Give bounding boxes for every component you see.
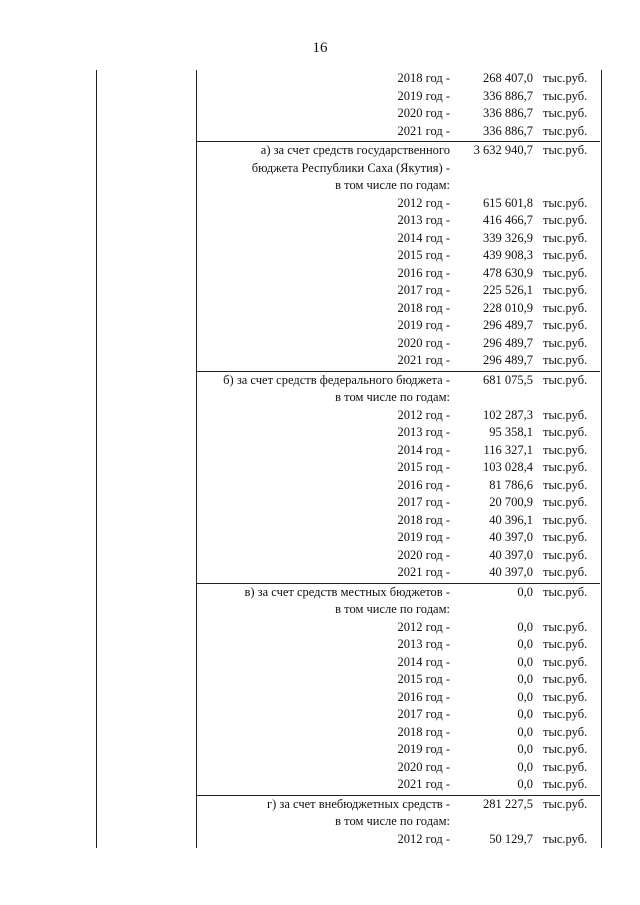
year-value: 116 327,1 xyxy=(483,442,533,457)
unit-label: тыс.руб. xyxy=(543,425,588,439)
unit-label: тыс.руб. xyxy=(543,442,588,457)
year-label: 2015 год - xyxy=(397,248,450,262)
section-total: 0,0 xyxy=(517,584,533,599)
section-title-row xyxy=(196,142,600,160)
year-label: 2021 год - xyxy=(397,123,450,138)
year-label: 2015 год - xyxy=(397,460,450,474)
year-row xyxy=(196,424,600,442)
section-title: в) за счет средств местных бюджетов - xyxy=(244,584,450,599)
year-label: 2012 год - xyxy=(397,831,450,846)
year-row xyxy=(196,654,600,672)
year-row xyxy=(196,494,600,512)
year-label: 2013 год - xyxy=(397,425,450,439)
year-label: 2013 год - xyxy=(397,213,450,227)
year-label: 2019 год - xyxy=(397,530,450,544)
year-value: 0,0 xyxy=(517,637,533,651)
subtitle-row xyxy=(196,177,600,195)
year-label: 2020 год - xyxy=(397,759,450,774)
unit-label: тыс.руб. xyxy=(543,672,588,686)
year-label: 2018 год - xyxy=(397,512,450,527)
year-row xyxy=(196,317,600,335)
year-row xyxy=(196,689,600,707)
year-label: 2018 год - xyxy=(397,300,450,315)
year-row xyxy=(196,759,600,777)
year-row xyxy=(196,247,600,265)
year-row xyxy=(196,442,600,460)
by-year-label: в том числе по годам: xyxy=(335,390,450,404)
year-row xyxy=(196,352,600,370)
year-value: 95 358,1 xyxy=(489,425,533,439)
year-value: 40 397,0 xyxy=(489,547,533,562)
year-row xyxy=(196,300,600,318)
year-value: 0,0 xyxy=(517,707,533,721)
year-value: 296 489,7 xyxy=(483,318,533,332)
year-label: 2021 год - xyxy=(397,353,450,367)
section-title: г) за счет внебюджетных средств - xyxy=(267,796,450,811)
subtitle-row xyxy=(196,389,600,407)
year-label: 2014 год - xyxy=(397,654,450,669)
unit-label: тыс.руб. xyxy=(543,707,588,721)
year-value: 439 908,3 xyxy=(483,248,533,262)
unit-label: тыс.руб. xyxy=(543,565,588,579)
year-label: 2012 год - xyxy=(397,407,450,422)
unit-label: тыс.руб. xyxy=(543,71,588,85)
year-row xyxy=(196,212,600,230)
year-label: 2014 год - xyxy=(397,442,450,457)
unit-label: тыс.руб. xyxy=(543,619,588,634)
year-row xyxy=(196,724,600,742)
year-row xyxy=(196,512,600,530)
by-year-label: в том числе по годам: xyxy=(335,178,450,192)
year-row xyxy=(196,335,600,353)
subtitle-row xyxy=(196,813,600,831)
year-value: 225 526,1 xyxy=(483,283,533,297)
unit-label: тыс.руб. xyxy=(543,143,588,157)
year-row xyxy=(196,671,600,689)
section-title: а) за счет средств государственного xyxy=(260,143,450,157)
unit-label: тыс.руб. xyxy=(543,584,588,599)
unit-label: тыс.руб. xyxy=(543,335,588,350)
section-title-row xyxy=(196,372,600,390)
section-title-row xyxy=(196,796,600,814)
unit-label: тыс.руб. xyxy=(543,265,588,280)
year-label: 2017 год - xyxy=(397,707,450,721)
year-row xyxy=(196,529,600,547)
year-label: 2018 год - xyxy=(397,71,450,85)
unit-label: тыс.руб. xyxy=(543,654,588,669)
year-value: 40 396,1 xyxy=(489,512,533,527)
year-row xyxy=(196,105,600,123)
year-label: 2019 год - xyxy=(397,318,450,332)
year-value: 0,0 xyxy=(517,654,533,669)
year-row xyxy=(196,831,600,849)
year-label: 2019 год - xyxy=(397,742,450,756)
year-value: 615 601,8 xyxy=(483,195,533,210)
unit-label: тыс.руб. xyxy=(543,195,588,210)
unit-label: тыс.руб. xyxy=(543,796,588,811)
unit-label: тыс.руб. xyxy=(543,689,588,704)
unit-label: тыс.руб. xyxy=(543,477,588,492)
year-row xyxy=(196,123,600,141)
year-row xyxy=(196,477,600,495)
year-row xyxy=(196,706,600,724)
year-value: 339 326,9 xyxy=(483,230,533,245)
year-label: 2019 год - xyxy=(397,88,450,103)
unit-label: тыс.руб. xyxy=(543,407,588,422)
section-title: бюджета Республики Саха (Якутия) - xyxy=(251,160,450,175)
year-row xyxy=(196,459,600,477)
year-value: 50 129,7 xyxy=(489,831,533,846)
year-value: 40 397,0 xyxy=(489,530,533,544)
unit-label: тыс.руб. xyxy=(543,512,588,527)
year-label: 2020 год - xyxy=(397,547,450,562)
section-total: 281 227,5 xyxy=(483,796,533,811)
subtitle-row xyxy=(196,601,600,619)
year-label: 2013 год - xyxy=(397,637,450,651)
unit-label: тыс.руб. xyxy=(543,495,588,509)
year-value: 478 630,9 xyxy=(483,265,533,280)
year-row xyxy=(196,547,600,565)
year-value: 103 028,4 xyxy=(483,460,533,474)
year-row xyxy=(196,88,600,106)
year-value: 296 489,7 xyxy=(483,335,533,350)
year-row xyxy=(196,70,600,88)
year-row xyxy=(196,636,600,654)
year-value: 336 886,7 xyxy=(483,88,533,103)
unit-label: тыс.руб. xyxy=(543,318,588,332)
year-label: 2012 год - xyxy=(397,619,450,634)
unit-label: тыс.руб. xyxy=(543,777,588,791)
year-label: 2015 год - xyxy=(397,672,450,686)
unit-label: тыс.руб. xyxy=(543,831,588,846)
year-value: 0,0 xyxy=(517,672,533,686)
year-value: 336 886,7 xyxy=(483,123,533,138)
by-year-label: в том числе по годам: xyxy=(335,814,450,828)
section-title-row xyxy=(196,160,600,178)
unit-label: тыс.руб. xyxy=(543,759,588,774)
year-label: 2020 год - xyxy=(397,335,450,350)
year-label: 2020 год - xyxy=(397,106,450,120)
year-value: 0,0 xyxy=(517,619,533,634)
year-value: 102 287,3 xyxy=(483,407,533,422)
unit-label: тыс.руб. xyxy=(543,213,588,227)
unit-label: тыс.руб. xyxy=(543,724,588,739)
year-label: 2018 год - xyxy=(397,724,450,739)
year-value: 228 010,9 xyxy=(483,300,533,315)
year-value: 268 407,0 xyxy=(483,71,533,85)
year-value: 20 700,9 xyxy=(489,495,533,509)
unit-label: тыс.руб. xyxy=(543,547,588,562)
year-value: 336 886,7 xyxy=(483,106,533,120)
year-label: 2016 год - xyxy=(397,477,450,492)
unit-label: тыс.руб. xyxy=(543,637,588,651)
year-row xyxy=(196,265,600,283)
year-label: 2012 год - xyxy=(397,195,450,210)
year-value: 416 466,7 xyxy=(483,213,533,227)
unit-label: тыс.руб. xyxy=(543,353,588,367)
year-row xyxy=(196,619,600,637)
year-value: 296 489,7 xyxy=(483,353,533,367)
unit-label: тыс.руб. xyxy=(543,123,588,138)
by-year-label: в том числе по годам: xyxy=(335,602,450,616)
year-value: 81 786,6 xyxy=(489,477,533,492)
year-value: 0,0 xyxy=(517,777,533,791)
year-label: 2017 год - xyxy=(397,283,450,297)
year-row xyxy=(196,282,600,300)
unit-label: тыс.руб. xyxy=(543,283,588,297)
year-row xyxy=(196,741,600,759)
year-label: 2021 год - xyxy=(397,565,450,579)
year-label: 2014 год - xyxy=(397,230,450,245)
year-value: 0,0 xyxy=(517,742,533,756)
unit-label: тыс.руб. xyxy=(543,530,588,544)
year-row xyxy=(196,195,600,213)
unit-label: тыс.руб. xyxy=(543,742,588,756)
unit-label: тыс.руб. xyxy=(543,372,588,387)
year-label: 2021 год - xyxy=(397,777,450,791)
year-row xyxy=(196,230,600,248)
year-value: 0,0 xyxy=(517,689,533,704)
unit-label: тыс.руб. xyxy=(543,300,588,315)
section-total: 3 632 940,7 xyxy=(473,143,533,157)
year-row xyxy=(196,407,600,425)
unit-label: тыс.руб. xyxy=(543,88,588,103)
year-value: 0,0 xyxy=(517,724,533,739)
section-title-row xyxy=(196,584,600,602)
year-label: 2016 год - xyxy=(397,265,450,280)
year-label: 2017 год - xyxy=(397,495,450,509)
page-number: 16 xyxy=(312,40,328,56)
unit-label: тыс.руб. xyxy=(543,106,588,120)
year-label: 2016 год - xyxy=(397,689,450,704)
year-value: 0,0 xyxy=(517,759,533,774)
year-row xyxy=(196,564,600,582)
unit-label: тыс.руб. xyxy=(543,248,588,262)
year-row xyxy=(196,776,600,794)
unit-label: тыс.руб. xyxy=(543,460,588,474)
section-title: б) за счет средств федерального бюджета - xyxy=(223,372,450,387)
unit-label: тыс.руб. xyxy=(543,230,588,245)
year-value: 40 397,0 xyxy=(489,565,533,579)
section-total: 681 075,5 xyxy=(483,372,533,387)
